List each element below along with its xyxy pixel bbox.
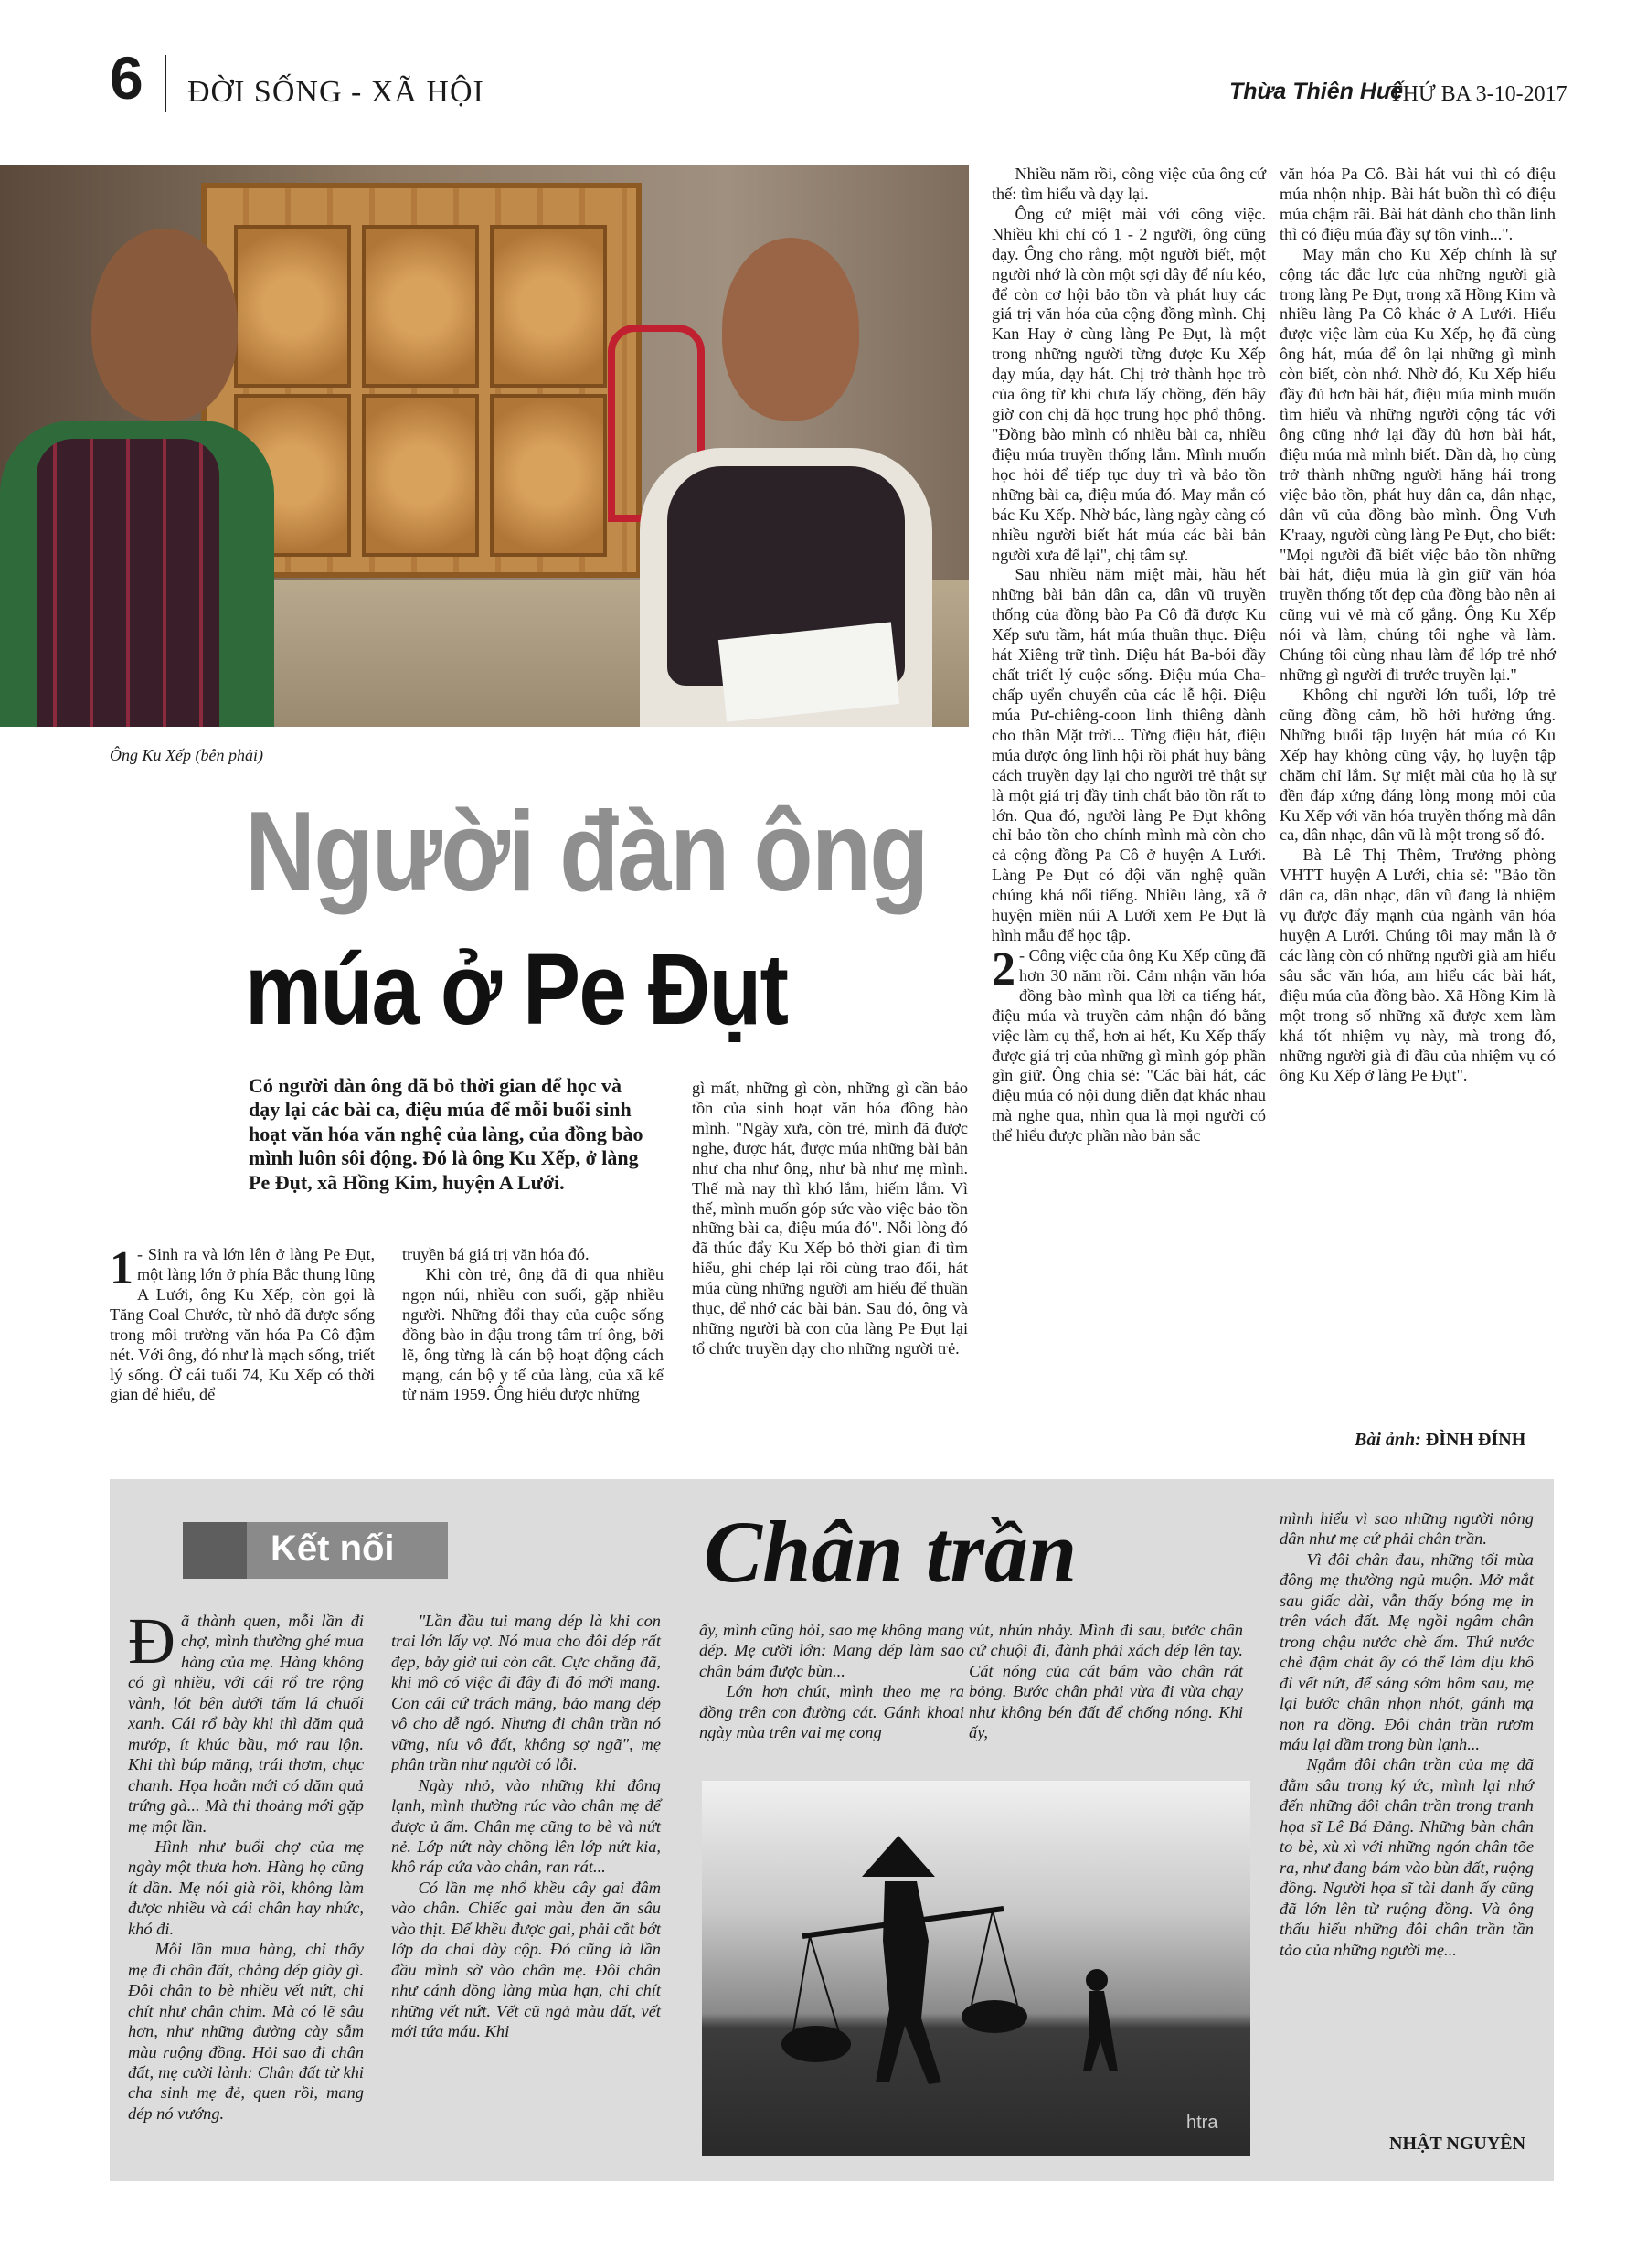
drop-cap: 2	[992, 942, 1015, 996]
page-number: 6	[110, 44, 143, 112]
mother-carrying-pole-illustration	[702, 1781, 1250, 2156]
paragraph: gì mất, những gì còn, những gì cần bảo tồn của sinh hoạt văn hóa đồng bào mình. "Ngày xưa, còn trẻ, mình đã được nghe, được hát, được múa những bài bản như cha như ông, như bà như mẹ mình. Thế mà nay thì khó lắm, hiếm lắm. Vì thế, mình muốn góp sức vào việc bảo tồn những bài ca, điệu múa đó". Nỗi lòng đó đã thúc đẩy Ku Xếp bỏ thời gian đi tìm hiểu, ghi chép lại rồi cùng trao đổi, hát múa cùng những người am hiểu để thuần thục, để nhớ các bài bản. Sau đó, ông và những người bà con của làng Pe Đụt lại tổ chức truyền dạy cho những người trẻ.	[692, 1079, 968, 1358]
paragraph: Vì đôi chân đau, những tối mùa đông mẹ thường ngủ muộn. Mở mắt sau giấc dài, vẫn thấy bóng mẹ in trên vách đất. Mẹ ngồi ngâm chân trong chậu nước chè ấm. Thứ nước chè đậm chát ấy có thể làm dịu khô đi vết nứt, để sáng sớm hôm sau, mẹ lại bước chân nhọn nhót, gánh mạ non ra đồng. Đôi chân trần rươm máu lại dầm trong bùn lạnh...	[1280, 1549, 1534, 1753]
issue-date: THỨ BA 3-10-2017	[1389, 82, 1567, 106]
article-column-4	[992, 165, 1266, 1146]
header-divider	[165, 55, 166, 112]
article-lead: Có người đàn ông đã bỏ thời gian để học và dạy lại các bài ca, điệu múa để mỗi buổi sinh hoạt văn hóa văn nghệ của làng, của đồng bào mình luôn sôi động. Đó là ông Ku Xếp, ở làng Pe Đụt, xã Hồng Kim, huyện A Lưới.	[249, 1074, 643, 1194]
column-text-4	[969, 1620, 1243, 1743]
paragraph: ấy, mình cũng hỏi, sao mẹ không mang dép. Mẹ cười lớn: Mang dép làm sao chân bám được bùn...	[699, 1621, 964, 1680]
article-byline	[1355, 1430, 1525, 1451]
drop-cap: Đ	[128, 1604, 175, 1677]
paragraph: - Sinh ra và lớn lên ở làng Pe Đụt, một làng lớn ở phía Bắc thung lũng A Lưới, ông Ku Xếp, còn gọi là Tăng Coal Chước, từ nhỏ đã được sống trong môi trường văn hóa Pa Cô đậm nét. Với ông, đó như là mạch sống, triết lý sống. Ở cái tuổi 74, Ku Xếp có thời gian để hiểu, để	[110, 1245, 375, 1404]
paragraph: ã thành quen, mỗi lần đi chợ, mình thường ghé mua hàng của mẹ. Hàng không có gì nhiều, với cái rổ tre rộng vành, lót bên dưới tấm lá chuối xanh. Cái rổ bày khi thì dăm quả mướp, ít khúc bầu, mớ rau lộn. Khi thì búp măng, trái thơm, chục chanh. Họa hoằn mới có dăm quả trứng gà... Mà thi thoảng mới gặp mẹ một lần.	[128, 1612, 364, 1836]
column-text-2	[391, 1611, 661, 2042]
column-text-5	[1280, 1508, 1534, 1960]
column-text-1	[128, 1604, 364, 2124]
paragraph: Có lần mẹ nhổ khều cây gai đâm vào chân. Chiếc gai màu đen ăn sâu vào thịt. Để khều được gai, phải cắt bớt lớp da chai dày cộp. Đó cũng là lần đầu mình sờ vào chân mẹ. Đôi chân như cánh đồng làng mùa hạn, chi chít những vết nứt. Vết cũ ngả màu đất, vết mới tứa máu. Khi	[391, 1878, 661, 2041]
drop-cap: 1	[110, 1242, 133, 1294]
photo-caption: Ông Ku Xếp (bên phải)	[110, 746, 263, 764]
section-tab-label: Kết nối	[271, 1528, 395, 1569]
paragraph: "Lần đầu tui mang dép là khi con trai lớn lấy vợ. Nó mua cho đôi dép rất đẹp, bảy giờ tui còn cất. Cực chẳng đã, khi mô có việc đi đây đi đó mới mang. Con cái cứ trách mãng, bảo mang dép vô cho dễ ngó. Nhưng đi chân trần nó vững, níu vô đất, không sợ ngã", mẹ phân trần như người có lỗi.	[391, 1612, 661, 1774]
paragraph: Bà Lê Thị Thêm, Trưởng phòng VHTT huyện A Lưới, chia sẻ: "Bảo tồn dân ca, dân nhạc, dân vũ đang là nhiệm vụ được đẩy mạnh của ngành văn hóa huyện A Lưới. Chúng tôi may mắn là ở các làng còn có những người già am hiểu sâu sắc văn hóa, am hiểu các bài hát, điệu múa của đồng bào. Xã Hồng Kim là một trong số những xã được xem làm khá tốt nhiệm vụ này, mà trong đó, những người già đi đầu của nhiệm vụ có ông Ku Xếp ở làng Pe Đụt".	[1280, 846, 1556, 1085]
column-byline: NHẬT NGUYÊN	[1389, 2134, 1526, 2154]
publication-name: Thừa Thiên Huế	[1229, 79, 1404, 104]
paragraph: văn hóa Pa Cô. Bài hát vui thì có điệu múa nhộn nhịp. Bài hát buồn thì có điệu múa chậm rãi. Bài hát dành cho thần linh thì có điệu múa đầy sự tôn vinh...".	[1280, 165, 1556, 243]
byline-label: Bài ảnh:	[1355, 1430, 1421, 1450]
article-column-1	[110, 1242, 375, 1405]
column-title: Chân trần	[704, 1503, 1078, 1601]
paragraph: - Công việc của ông Ku Xếp cũng đã hơn 30 năm rồi. Cảm nhận văn hóa đồng bào mình qua lời ca tiếng hát, điệu múa và truyền cảm nhận đó bằng việc làm cụ thể, hơn ai hết, Ku Xếp thấy được giá trị của những gì mình góp phần gìn giữ. Ông chia sẻ: "Các bài hát, các điệu múa có nội dung diễn đạt khác nhau mà nghe qua, nhìn qua là mọi người có thể hiểu được phần nào bản sắc	[992, 945, 1266, 1145]
paragraph: Mỗi lần mua hàng, chỉ thấy mẹ đi chân đất, chẳng dép giày gì. Đôi chân to bè nhiều vết nứt, chi chít như chân chim. Mà có lẽ sâu hơn, như những đường cày sẫm màu ruộng đồng. Hỏi sao đi chân đất, mẹ cười lành: Chân đất từ khi cha sinh mẹ đẻ, quen rồi, mang dép nó vướng.	[128, 1940, 364, 2123]
column-text-3	[699, 1620, 964, 1743]
paragraph: Sau nhiều năm miệt mài, hầu hết những bài bản dân ca, dân vũ truyền thống của đồng bào Pa Cô đã được Ku Xếp sưu tầm, hát múa thuần thục. Điệu hát Xiêng trữ tình. Điệu hát Ba-bói đầy chất triết lý cuộc sống. Điệu múa Cha-chấp uyển chuyển của các lễ hội. Điệu múa Pư-chiêng-coon linh thiêng dành cho thần Mặt trời... Từng điệu hát, điệu múa được ông lĩnh hội rồi phát huy bằng cách truyền dạy lại cho người trẻ thật sự là một giá trị đầy tinh chất bảo tồn rất to lớn. Qua đó, người làng Pe Đụt không chỉ bảo tồn cho chính mình mà còn cho cả cộng đồng Pa Cô ở huyện A Lưới. Làng Pe Đụt có đội văn nghệ quần chúng khá nổi tiếng. Nhiều làng, xã ở huyện miền núi A Lưới xem Pe Đụt là hình mẫu để học tập.	[992, 565, 1266, 945]
paragraph: May mắn cho Ku Xếp chính là sự cộng tác đắc lực của những người già trong làng Pe Đụt, trong xã Hồng Kim và nhiều làng Pa Cô khác ở A Lưới. Hiểu được việc làm của Ku Xếp, họ đã cùng ông hát, múa để ôn lại những gì mình còn biết, còn nhớ. Nhờ đó, Ku Xếp hiểu đầy đủ hơn bài hát, điệu múa mình muốn tìm hiểu và những người cộng tác với ông cũng nhớ lại đầy đủ hơn bài hát, điệu múa mà mình biết. Dần dà, họ cùng trở thành những người hăng hái trong việc bảo tồn, phát huy dân ca, dân nhạc, dân vũ của đồng bào mình. Ông Vưh K'raay, người cùng làng Pe Đụt, cho biết: "Mọi người đã biết việc bảo tồn những bài hát, điệu múa là gìn giữ văn hóa truyền thống tốt đẹp của đồng bào nên ai cũng vui vẻ mà cố gắng. Ông Ku Xếp nói và làm, chúng tôi nghe và làm. Chúng tôi cùng nhau làm để lớp trẻ nhớ những gì người đi trước truyền lại."	[1280, 244, 1556, 685]
paragraph: vút, nhún nhảy. Mình đi sau, bước chân cứ chuội đi, đành phải xách dép lên tay. Cát nóng của cát bám vào chân rát bỏng. Bước chân phải vừa đi vừa chạy như không bén đất để chống nóng. Khi ấy,	[969, 1621, 1243, 1742]
paragraph: truyền bá giá trị văn hóa đó.	[402, 1245, 590, 1263]
paragraph: mình hiểu vì sao những người nông dân như mẹ cứ phải chân trần.	[1280, 1509, 1534, 1549]
section-title: ĐỜI SỐNG - XÃ HỘI	[187, 75, 484, 109]
paragraph: Khi còn trẻ, ông đã đi qua nhiều ngọn núi, nhiều con suối, gặp nhiều người. Những đổi thay của cuộc sống đồng bào in đậu trong tâm trí ông, bởi lẽ, ông từng là cán bộ hoạt động cách mạng, cán bộ y tế của làng, của xã kể từ năm 1959. Ông hiểu được những	[402, 1264, 664, 1404]
article-title-line2: múa ở Pe Đụt	[245, 933, 788, 1046]
paragraph: Ngắm đôi chân trần của mẹ đã đằm sâu trong ký ức, mình lại nhớ đến những đôi chân trần trong tranh họa sĩ Lê Bá Đảng. Những bàn chân to bè, xù xì với những ngón chân tõe ra, như đang bám vào bùn đất, ruộng đồng. Người họa sĩ tài danh ấy cũng đã lớn lên từ ruộng đồng. Và ông thấu hiểu những đôi chân trần tần tảo của những người mẹ...	[1280, 1755, 1534, 1959]
article-photo	[0, 165, 969, 727]
paragraph: Ông cứ miệt mài với công việc. Nhiều khi chỉ có 1 - 2 người, ông cũng dạy. Ông cho rằng, một người biết, một người nhớ là còn một sợi dây để níu kéo, để còn cơ hội bảo tồn và phát huy các giá trị văn hóa của cộng đồng mình. Chị Kan Hay ở cùng làng Pe Đụt, là một trong những người từng được Ku Xếp dạy múa, dạy hát. Chị trở thành học trò của ông từ khi chưa lấy chồng, đến bây giờ con chị đã học trung học phổ thông. "Đồng bào mình có nhiều bài ca, nhiều điệu múa truyền thống lắm. Mình muốn học hỏi để tiếp tục duy trì và bảo tồn những bài ca, điệu múa đó. May mắn có bác Ku Xếp. Nhờ bác, làng ngày càng có nhiều người biết hát múa các bài bản người xưa để lại", chị tâm sự.	[992, 204, 1266, 564]
paragraph: Hình như buổi chợ của mẹ ngày một thưa hơn. Hàng họ cũng ít dần. Mẹ nói già rồi, không làm được nhiều và cái chân hay nhức, khó đi.	[128, 1837, 364, 1938]
section-tab-accent	[183, 1522, 247, 1579]
paragraph: Nhiều năm rồi, công việc của ông cứ thế: tìm hiểu và dạy lại.	[992, 165, 1266, 203]
article-column-2	[402, 1245, 664, 1405]
paragraph: Lớn hơn chút, mình theo mẹ ra đồng trên con đường cát. Gánh khoai ngày mùa trên vai mẹ cong	[699, 1682, 964, 1742]
paragraph: Ngày nhỏ, vào những khi đông lạnh, mình thường rúc vào chân mẹ để được ủ ấm. Chân mẹ cũng to bè và nứt nẻ. Lớp nứt này chồng lên lớp nứt kia, khô ráp cứa vào chân, ran rát...	[391, 1775, 661, 1877]
column-illustration	[702, 1781, 1250, 2156]
article-title-line1: Người đàn ông	[245, 789, 928, 915]
paragraph: Không chỉ người lớn tuổi, lớp trẻ cũng đồng cảm, hồ hởi hưởng ứng. Những buổi tập luyện hát múa có Ku Xếp hay không cũng vậy, họ luyện tập chăm chỉ lắm. Sự miệt mài của họ là sự đền đáp xứng đáng lòng mong mỏi của Ku Xếp với văn hóa truyền thống mà dân ca, dân nhạc, dân vũ là một trong số đó.	[1280, 685, 1556, 845]
article-column-5	[1280, 165, 1556, 1086]
byline-name: ĐÌNH ĐÍNH	[1425, 1430, 1526, 1450]
artist-signature: htra	[1186, 2113, 1218, 2133]
article-column-3	[692, 1079, 968, 1359]
